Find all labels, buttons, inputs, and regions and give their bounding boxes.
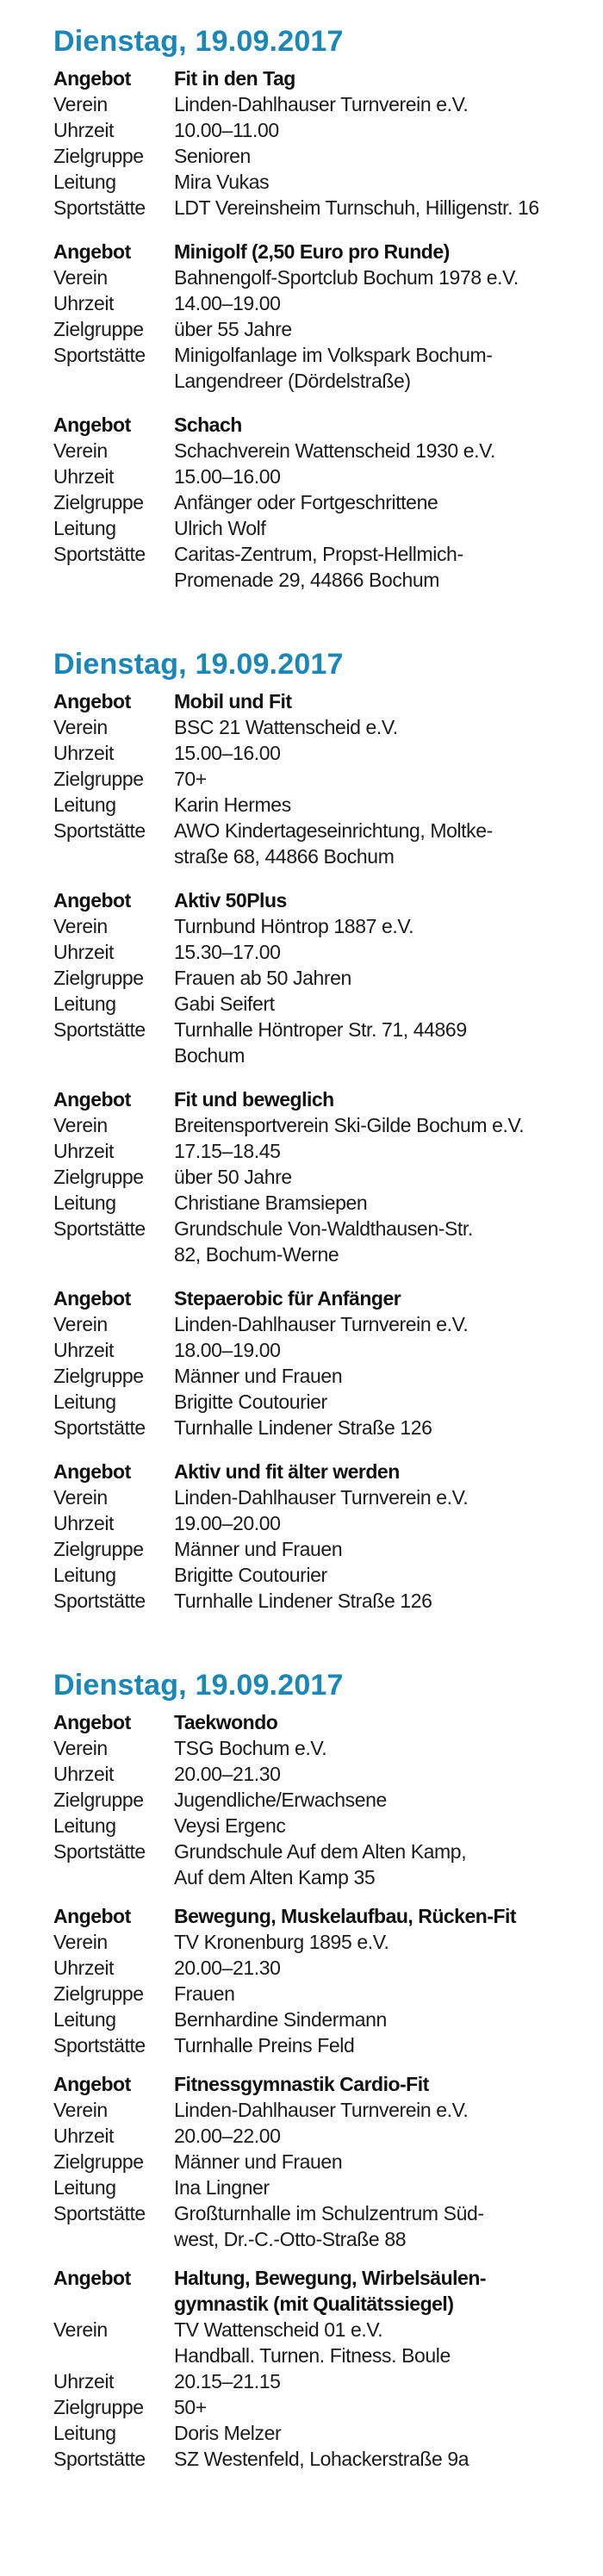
row-time (53, 939, 603, 965)
row-time (53, 1138, 603, 1164)
value-time: 19.00–20.00 (174, 1512, 281, 1534)
row-offer (53, 1903, 603, 1929)
label-offer: Angebot (53, 690, 131, 712)
row-target (53, 766, 603, 792)
label-lead: Leitung (53, 1192, 116, 1214)
value-club-line: Handball. Turnen. Fitness. Boule (174, 2344, 451, 2367)
value-lead: Ina Lingner (174, 2176, 270, 2199)
row-lead (53, 991, 603, 1017)
value-venue-line: Langendreer (Dördelstraße) (174, 370, 411, 392)
value-time: 20.15–21.15 (174, 2370, 281, 2392)
label-lead: Leitung (53, 1564, 116, 1586)
row-venue (53, 2032, 603, 2058)
row-time (53, 464, 603, 489)
value-venue-line: 82, Bochum-Werne (174, 1243, 339, 1266)
label-target: Zielgruppe (53, 1789, 144, 1811)
row-target (53, 2149, 603, 2175)
value-offer-line: Taekwondo (174, 1711, 278, 1733)
offer-entry (53, 887, 603, 1068)
label-lead: Leitung (53, 171, 116, 193)
row-club (53, 2097, 603, 2123)
row-club (53, 1311, 603, 1337)
row-target (53, 965, 603, 991)
value-club-line: TSG Bochum e.V. (174, 1737, 327, 1759)
value-venue (174, 1216, 570, 1267)
value-venue-line: Grundschule Von-Waldthausen-Str. (174, 1217, 473, 1240)
value-offer-line: Fitnessgymnastik Cardio-Fit (174, 2073, 429, 2095)
value-club-line: Turnbund Höntrop 1887 e.V. (174, 915, 414, 937)
label-offer: Angebot (53, 1287, 131, 1310)
value-club (174, 1112, 570, 1138)
offer-entry (53, 412, 603, 593)
row-target (53, 2394, 603, 2420)
row-club (53, 1929, 603, 1955)
value-target: Männer und Frauen (174, 2150, 343, 2173)
value-time: 14.00–19.00 (174, 292, 281, 314)
label-lead: Leitung (53, 2008, 116, 2031)
value-venue (174, 1017, 570, 1068)
value-venue (174, 541, 570, 593)
value-time: 20.00–21.30 (174, 1763, 281, 1785)
value-venue (174, 342, 570, 394)
row-time (53, 1510, 603, 1536)
value-venue-line: Turnhalle Lindener Straße 126 (174, 1590, 432, 1612)
value-club-line: TV Wattenscheid 01 e.V. (174, 2318, 383, 2341)
value-offer-line: Stepaerobic für Anfänger (174, 1287, 401, 1310)
label-target: Zielgruppe (53, 768, 144, 790)
value-time: 18.00–19.00 (174, 1339, 281, 1361)
row-target (53, 143, 603, 169)
value-time: 20.00–22.00 (174, 2125, 281, 2147)
offer-entry (53, 239, 603, 394)
label-lead: Leitung (53, 2176, 116, 2199)
value-club (174, 264, 570, 290)
label-time: Uhrzeit (53, 465, 115, 488)
label-time: Uhrzeit (53, 1140, 115, 1162)
offer-entry (53, 1285, 603, 1440)
value-venue-line: Minigolfanlage im Volkspark Bochum- (174, 344, 493, 366)
value-club (174, 913, 570, 939)
label-club: Verein (53, 915, 108, 937)
value-offer (174, 1903, 570, 1929)
value-offer-line: Aktiv und fit älter werden (174, 1460, 400, 1483)
label-time: Uhrzeit (53, 2370, 115, 2392)
offer-entry (53, 1459, 603, 1614)
row-lead (53, 1389, 603, 1415)
row-time (53, 2123, 603, 2149)
value-lead: Ulrich Wolf (174, 517, 266, 539)
row-venue (53, 342, 603, 394)
label-offer: Angebot (53, 2267, 131, 2289)
row-target (53, 1363, 603, 1389)
label-target: Zielgruppe (53, 2396, 144, 2418)
row-lead (53, 1190, 603, 1216)
label-target: Zielgruppe (53, 491, 144, 513)
value-time: 15.30–17.00 (174, 941, 281, 963)
value-venue (174, 195, 570, 221)
row-offer (53, 412, 603, 438)
row-time (53, 740, 603, 766)
row-venue (53, 1415, 603, 1440)
value-venue-line: Turnhalle Höntroper Str. 71, 44869 (174, 1018, 467, 1041)
value-time: 15.00–16.00 (174, 465, 281, 488)
value-lead: Karin Hermes (174, 793, 291, 816)
row-club (53, 1112, 603, 1138)
value-venue-line: SZ Westenfeld, Lohackerstraße 9a (174, 2448, 469, 2470)
value-venue (174, 2200, 570, 2252)
value-club (174, 714, 570, 740)
value-venue (174, 1415, 570, 1440)
value-club (174, 1735, 570, 1761)
label-club: Verein (53, 716, 108, 738)
value-venue-line: Großturnhalle im Schulzentrum Süd- (174, 2202, 484, 2224)
value-club-line: Breitensportverein Ski-Gilde Bochum e.V. (174, 1114, 525, 1136)
value-club-line: Linden-Dahlhauser Turnverein e.V. (174, 1313, 469, 1335)
label-club: Verein (53, 1114, 108, 1136)
row-target (53, 1787, 603, 1813)
value-venue (174, 818, 570, 869)
value-lead: Gabi Seifert (174, 992, 275, 1015)
value-offer-line: Mobil und Fit (174, 690, 292, 712)
value-offer-line: Haltung, Bewegung, Wirbelsäulen- (174, 2267, 487, 2289)
label-club: Verein (53, 1737, 108, 1759)
value-venue-line: straße 68, 44866 Bochum (174, 845, 395, 868)
value-time: 20.00–21.30 (174, 1957, 281, 1979)
label-offer: Angebot (53, 2073, 131, 2095)
value-venue (174, 2032, 570, 2058)
value-lead: Bernhardine Sindermann (174, 2008, 387, 2031)
row-venue (53, 541, 603, 593)
value-club (174, 1929, 570, 1955)
label-club: Verein (53, 439, 108, 462)
row-offer (53, 1285, 603, 1311)
value-venue (174, 1839, 570, 1890)
label-venue: Sportstätte (53, 819, 146, 842)
row-lead (53, 1562, 603, 1588)
label-club: Verein (53, 93, 108, 115)
label-venue: Sportstätte (53, 543, 146, 565)
value-venue (174, 2446, 570, 2472)
label-venue: Sportstätte (53, 1416, 146, 1439)
value-club-line: BSC 21 Wattenscheid e.V. (174, 716, 398, 738)
row-offer (53, 239, 603, 264)
value-club (174, 2097, 570, 2123)
label-venue: Sportstätte (53, 1840, 146, 1863)
label-venue: Sportstätte (53, 1018, 146, 1041)
row-time (53, 290, 603, 316)
day-section (53, 25, 603, 593)
offer-entry (53, 2071, 603, 2252)
label-club: Verein (53, 1313, 108, 1335)
value-club-line: Linden-Dahlhauser Turnverein e.V. (174, 2099, 469, 2121)
section-date-heading: Dienstag, 19.09.2017 (53, 1669, 344, 1702)
value-lead: Mira Vukas (174, 171, 270, 193)
value-target: Frauen ab 50 Jahren (174, 967, 351, 989)
value-target: 70+ (174, 768, 207, 790)
value-club-line: Linden-Dahlhauser Turnverein e.V. (174, 1486, 469, 1509)
value-time: 15.00–16.00 (174, 742, 281, 764)
value-offer (174, 1709, 570, 1735)
value-offer-line: Fit und beweglich (174, 1088, 334, 1111)
value-venue-line: Turnhalle Preins Feld (174, 2034, 355, 2056)
value-venue-line: Promenade 29, 44866 Bochum (174, 569, 439, 591)
row-time (53, 2368, 603, 2394)
row-target (53, 1164, 603, 1190)
value-venue-line: LDT Vereinsheim Turnschuh, Hilligenstr. 16 (174, 196, 539, 219)
value-lead: Doris Melzer (174, 2422, 282, 2444)
value-venue-line: Caritas-Zentrum, Propst-Hellmich- (174, 543, 463, 565)
row-offer (53, 1709, 603, 1735)
value-target: über 55 Jahre (174, 318, 292, 340)
row-offer (53, 1086, 603, 1112)
row-club (53, 264, 603, 290)
value-offer (174, 1459, 570, 1484)
value-offer-line: Minigolf (2,50 Euro pro Runde) (174, 240, 450, 263)
value-venue (174, 1588, 570, 1614)
label-time: Uhrzeit (53, 1957, 115, 1979)
row-lead (53, 169, 603, 195)
label-lead: Leitung (53, 992, 116, 1015)
label-target: Zielgruppe (53, 318, 144, 340)
label-offer: Angebot (53, 414, 131, 436)
label-time: Uhrzeit (53, 292, 115, 314)
offer-entry (53, 65, 603, 221)
row-venue (53, 818, 603, 869)
value-target: Männer und Frauen (174, 1538, 343, 1560)
row-venue (53, 2446, 603, 2472)
label-lead: Leitung (53, 2422, 116, 2444)
value-offer-line: Fit in den Tag (174, 67, 295, 90)
label-lead: Leitung (53, 1391, 116, 1413)
value-offer (174, 1285, 570, 1311)
row-club (53, 438, 603, 464)
value-target: Senioren (174, 145, 251, 167)
label-offer: Angebot (53, 889, 131, 912)
label-target: Zielgruppe (53, 967, 144, 989)
value-venue-line: Auf dem Alten Kamp 35 (174, 1866, 376, 1888)
row-time (53, 1955, 603, 1981)
label-offer: Angebot (53, 1088, 131, 1111)
label-target: Zielgruppe (53, 1538, 144, 1560)
row-target (53, 1536, 603, 1562)
value-club (174, 2317, 570, 2368)
row-venue (53, 1216, 603, 1267)
offer-entry (53, 1903, 603, 2058)
row-offer (53, 1459, 603, 1484)
value-target: Anfänger oder Fortgeschrittene (174, 491, 438, 513)
value-venue-line: Bochum (174, 1044, 245, 1067)
section-date-heading: Dienstag, 19.09.2017 (53, 648, 344, 681)
label-lead: Leitung (53, 1814, 116, 1837)
row-offer (53, 887, 603, 913)
value-time: 10.00–11.00 (174, 119, 279, 141)
label-offer: Angebot (53, 1460, 131, 1483)
value-offer-line: Aktiv 50Plus (174, 889, 287, 912)
row-lead (53, 2420, 603, 2446)
label-club: Verein (53, 2099, 108, 2121)
label-offer: Angebot (53, 240, 131, 263)
row-lead (53, 1813, 603, 1839)
label-lead: Leitung (53, 517, 116, 539)
row-club (53, 913, 603, 939)
row-target (53, 1981, 603, 2007)
row-club (53, 2317, 603, 2368)
value-offer (174, 2265, 570, 2317)
label-venue: Sportstätte (53, 1217, 146, 1240)
value-club-line: Schachverein Wattenscheid 1930 e.V. (174, 439, 495, 462)
value-offer (174, 239, 570, 264)
row-club (53, 91, 603, 117)
offer-entry (53, 2265, 603, 2472)
label-club: Verein (53, 2318, 108, 2341)
label-offer: Angebot (53, 1711, 131, 1733)
row-lead (53, 792, 603, 818)
row-venue (53, 2200, 603, 2252)
value-target: Jugendliche/Erwachsene (174, 1789, 387, 1811)
value-lead: Brigitte Coutourier (174, 1391, 327, 1413)
label-time: Uhrzeit (53, 742, 115, 764)
offer-entry (53, 1709, 603, 1890)
label-time: Uhrzeit (53, 941, 115, 963)
row-target (53, 489, 603, 515)
label-time: Uhrzeit (53, 1512, 115, 1534)
value-venue-line: west, Dr.-C.-Otto-Straße 88 (174, 2228, 407, 2250)
row-lead (53, 2175, 603, 2200)
value-lead: Veysi Ergenc (174, 1814, 286, 1837)
value-lead: Christiane Bramsiepen (174, 1192, 368, 1214)
row-club (53, 714, 603, 740)
label-time: Uhrzeit (53, 1339, 115, 1361)
value-target: über 50 Jahre (174, 1166, 292, 1188)
value-target: Frauen (174, 1982, 235, 2005)
value-club-line: Bahnengolf-Sportclub Bochum 1978 e.V. (174, 266, 519, 289)
value-club-line: Linden-Dahlhauser Turnverein e.V. (174, 93, 469, 115)
row-venue (53, 1588, 603, 1614)
label-offer: Angebot (53, 67, 131, 90)
value-venue-line: Grundschule Auf dem Alten Kamp, (174, 1840, 467, 1863)
day-section (53, 648, 603, 1614)
value-offer (174, 2071, 570, 2097)
label-club: Verein (53, 266, 108, 289)
label-venue: Sportstätte (53, 2202, 146, 2224)
label-lead: Leitung (53, 793, 116, 816)
value-offer (174, 887, 570, 913)
row-venue (53, 1839, 603, 1890)
value-club-line: TV Kronenburg 1895 e.V. (174, 1931, 389, 1953)
label-venue: Sportstätte (53, 344, 146, 366)
row-time (53, 117, 603, 143)
row-time (53, 1761, 603, 1787)
row-target (53, 316, 603, 342)
row-club (53, 1735, 603, 1761)
value-offer (174, 412, 570, 438)
label-club: Verein (53, 1486, 108, 1509)
label-offer: Angebot (53, 1905, 131, 1927)
value-offer-line: gymnastik (mit Qualitätssiegel) (174, 2293, 454, 2315)
row-offer (53, 2071, 603, 2097)
row-offer (53, 688, 603, 714)
label-time: Uhrzeit (53, 1763, 115, 1785)
value-venue-line: Turnhalle Lindener Straße 126 (174, 1416, 432, 1439)
value-club (174, 438, 570, 464)
row-lead (53, 515, 603, 541)
offer-entry (53, 1086, 603, 1267)
value-offer-line: Schach (174, 414, 242, 436)
value-offer (174, 65, 570, 91)
value-time: 17.15–18.45 (174, 1140, 281, 1162)
row-offer (53, 65, 603, 91)
label-venue: Sportstätte (53, 2034, 146, 2056)
value-target: 50+ (174, 2396, 207, 2418)
row-club (53, 1484, 603, 1510)
value-venue-line: AWO Kindertageseinrichtung, Moltke- (174, 819, 493, 842)
row-time (53, 1337, 603, 1363)
row-lead (53, 2007, 603, 2032)
row-offer (53, 2265, 603, 2317)
section-date-heading: Dienstag, 19.09.2017 (53, 25, 344, 58)
value-offer (174, 688, 570, 714)
day-section (53, 1669, 603, 2472)
label-venue: Sportstätte (53, 196, 146, 219)
label-target: Zielgruppe (53, 1982, 144, 2005)
label-time: Uhrzeit (53, 119, 115, 141)
label-venue: Sportstätte (53, 1590, 146, 1612)
label-target: Zielgruppe (53, 1166, 144, 1188)
label-target: Zielgruppe (53, 145, 144, 167)
value-offer-line: Bewegung, Muskelaufbau, Rücken-Fit (174, 1905, 517, 1927)
row-venue (53, 195, 603, 221)
label-venue: Sportstätte (53, 2448, 146, 2470)
label-target: Zielgruppe (53, 1365, 144, 1387)
value-club (174, 1484, 570, 1510)
value-lead: Brigitte Coutourier (174, 1564, 327, 1586)
row-venue (53, 1017, 603, 1068)
label-club: Verein (53, 1931, 108, 1953)
value-target: Männer und Frauen (174, 1365, 343, 1387)
value-club (174, 1311, 570, 1337)
value-club (174, 91, 570, 117)
label-target: Zielgruppe (53, 2150, 144, 2173)
offer-entry (53, 688, 603, 869)
label-time: Uhrzeit (53, 2125, 115, 2147)
value-offer (174, 1086, 570, 1112)
